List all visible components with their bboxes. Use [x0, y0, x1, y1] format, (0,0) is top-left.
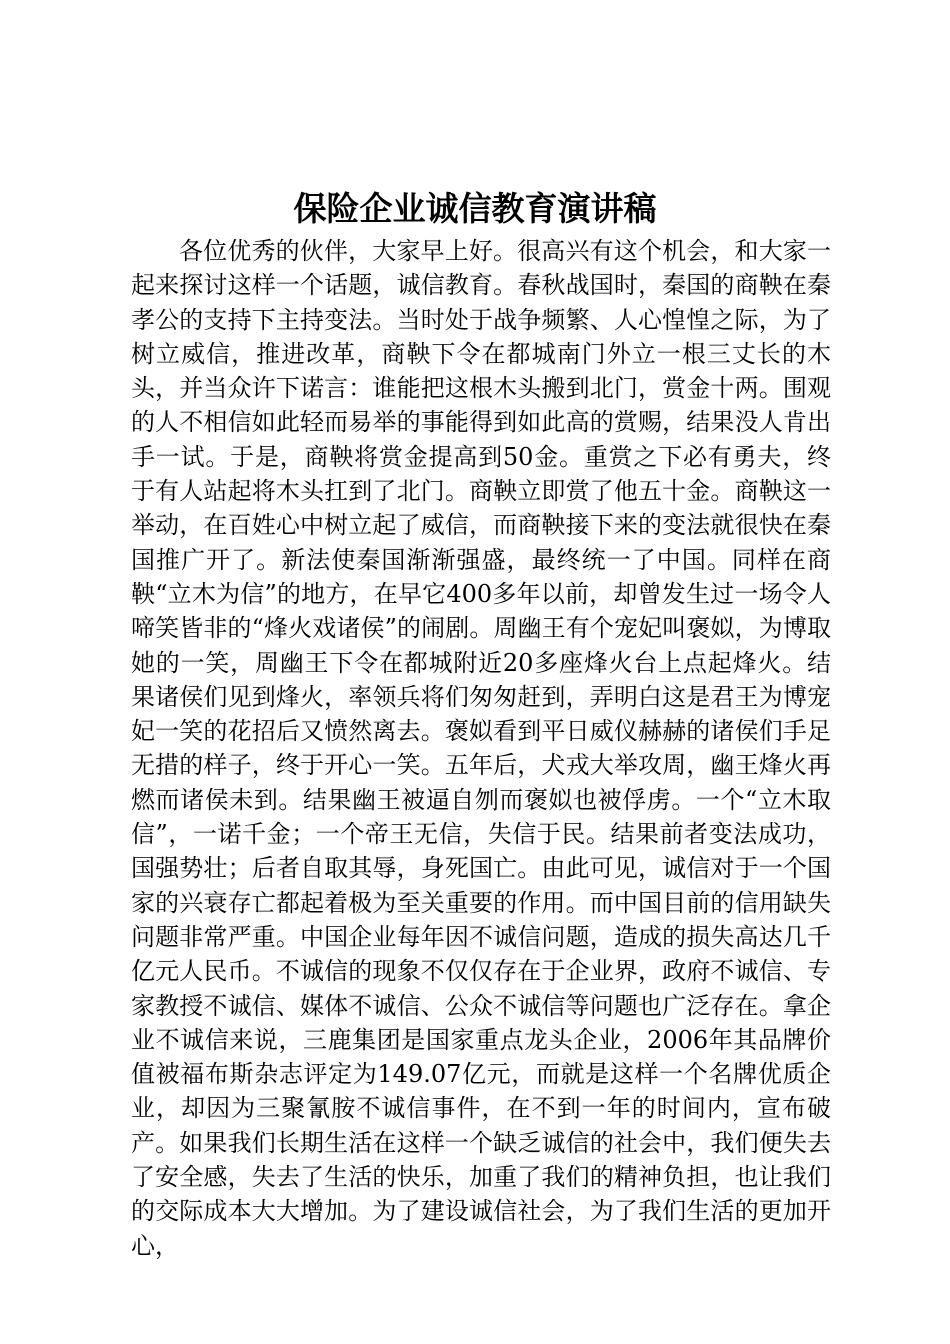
body-paragraph: 各位优秀的伙伴，大家早上好。很高兴有这个机会，和大家一起来探讨这样一个话题，诚信教育。春秋战国时，秦国的商鞅在秦孝公的支持下主持变法。当时处于战争频繁、人心惶惶之际，为了树立威信，推进改革，商鞅下令在都城南门外立一根三丈长的木头，并当众许下诺言：谁能把这根木头搬到北门，赏金十两。围观的人不相信如此轻而易举的事能得到如此高的赏赐，结果没人肯出手一试。于是，商鞅将赏金提高到50金。重赏之下必有勇夫，终于有人站起将木头扛到了北门。商鞅立即赏了他五十金。商鞅这一举动，在百姓心中树立起了威信，而商鞅接下来的变法就很快在秦国推广开了。新法使秦国渐渐强盛，最终统一了中国。同样在商鞅“立木为信”的地方，在早它400多年以前，却曾发生过一场令人啼笑皆非的“烽火戏诸侯”的闹剧。周幽王有个宠妃叫褒姒，为博取她的一笑，周幽王下令在都城附近20多座烽火台上点起烽火。结果诸侯们见到烽火，率领兵将们匆匆赶到，弄明白这是君王为博宠妃一笑的花招后又愤然离去。褒姒看到平日威仪赫赫的诸侯们手足无措的样子，终于开心一笑。五年后，犬戎大举攻周，幽王烽火再燃而诸侯未到。结果幽王被逼自刎而褒姒也被俘虏。一个“立木取信”，一诺千金；一个帝王无信，失信于民。结果前者变法成功，国强势壮；后者自取其辱，身死国亡。由此可见，诚信对于一个国家的兴衰存亡都起着极为至关重要的作用。而中国目前的信用缺失问题非常严重。中国企业每年因不诚信问题，造成的损失高达几千亿元人民币。不诚信的现象不仅仅存在于企业界，政府不诚信、专家教授不诚信、媒体不诚信、公众不诚信等问题也广泛存在。拿企业不诚信来说，三鹿集团是国家重点龙头企业，2006年其品牌价值被福布斯杂志评定为149.07亿元，而就是这样一个名牌优质企业，却因为三聚氰胺不诚信事件，在不到一年的时间内，宣布破产。如果我们长期生活在这样一个缺乏诚信的社会中，我们便失去了安全感，失去了生活的快乐，加重了我们的精神负担，也让我们的交际成本大大增加。为了建设诚信社会，为了我们生活的更加开心， [131, 237, 831, 1260]
document-title: 保险企业诚信教育演讲稿 [293, 189, 657, 228]
